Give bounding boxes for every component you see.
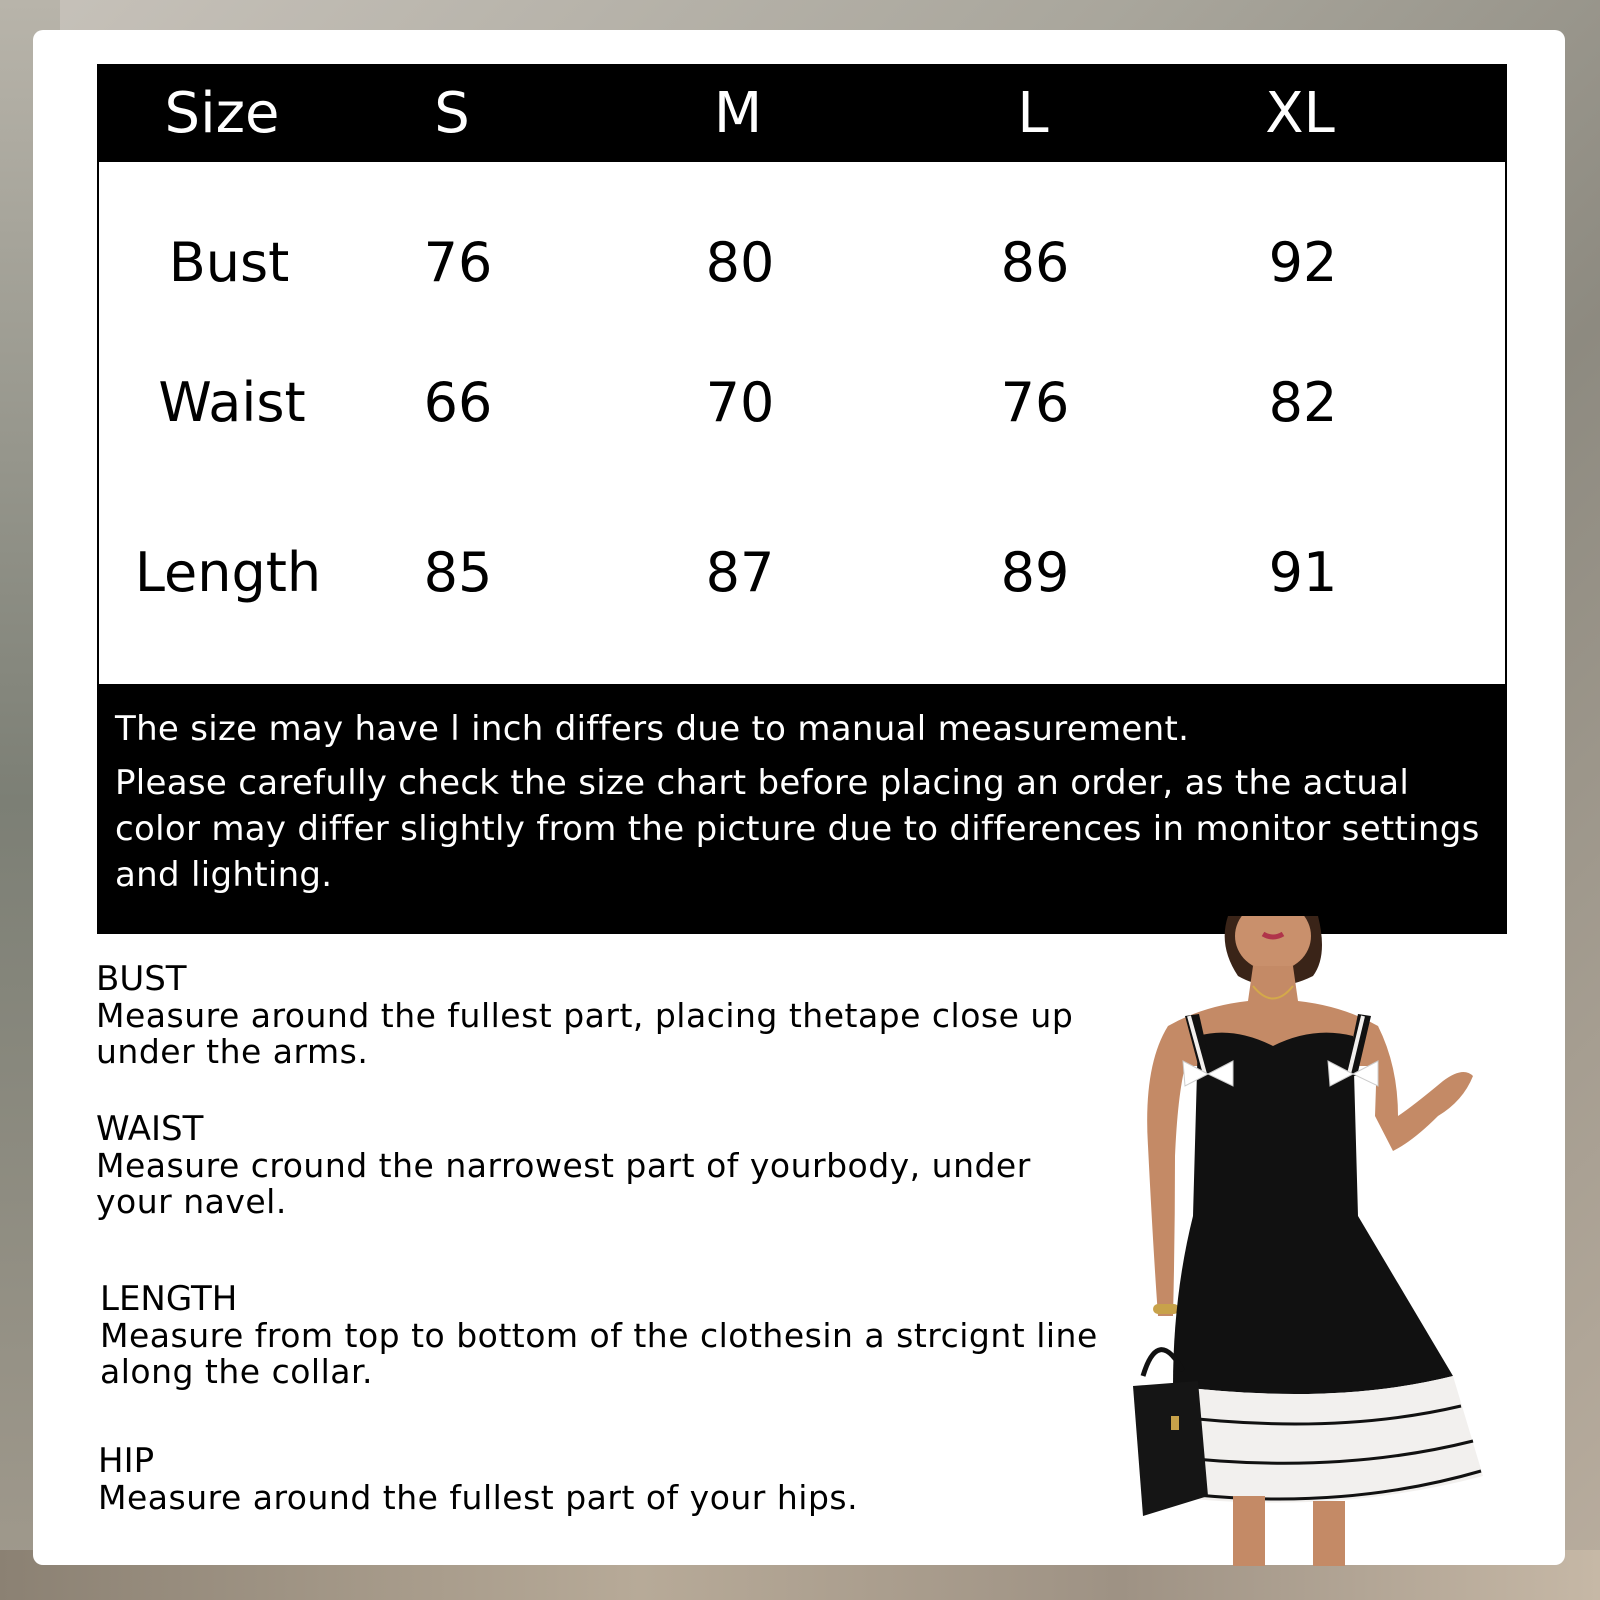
note-line: Please carefully check the size chart before placing an order, as the actual [115,763,1410,803]
definition-title: HIP [98,1441,155,1481]
definition-text: your navel. [96,1182,287,1221]
table-cell: 86 [1000,231,1070,294]
measurement-note [97,684,1507,934]
note-line: and lighting. [115,855,333,895]
table-cell: 76 [423,231,493,294]
definition-title: WAIST [96,1109,204,1149]
definition-bust [96,960,1073,1070]
definition-text: Measure cround the narrowest part of yourbody, under [96,1146,1031,1185]
table-cell: 80 [705,231,775,294]
definition-text: along the collar. [100,1352,373,1391]
table-cell: 92 [1268,231,1338,294]
row-label-length: Length [134,541,322,604]
table-cell: 87 [705,541,775,604]
definition-text: under the arms. [96,1032,369,1071]
row-label-waist: Waist [158,371,306,434]
table-cell: 70 [705,371,775,434]
definition-text: Measure around the fullest part of your hips. [98,1478,859,1517]
definition-text: Measure around the fullest part, placing thetape close up [96,996,1074,1035]
size-table-header [97,64,1507,162]
table-cell: 82 [1268,371,1338,434]
header-l: L [1017,81,1049,146]
size-chart-card [33,30,1565,1565]
row-label-bust: Bust [168,231,290,294]
definition-title: BUST [96,959,187,999]
table-cell: 85 [423,541,493,604]
note-line: color may differ slightly from the picture due to differences in monitor settings [115,809,1480,849]
header-size: Size [164,81,280,146]
table-cell: 89 [1000,541,1070,604]
size-table [97,64,1507,934]
header-xl: XL [1265,81,1335,146]
size-table-body [97,162,1507,684]
model-dress-photo [1113,916,1563,1566]
definition-hip [98,1442,858,1516]
table-cell: 76 [1000,371,1070,434]
definition-title: LENGTH [100,1279,238,1319]
table-cell: 91 [1268,541,1338,604]
header-m: M [713,81,763,146]
definition-waist [96,1110,1031,1220]
table-cell: 66 [423,371,493,434]
definition-length [100,1280,1098,1390]
definition-text: Measure from top to bottom of the clothesin a strcignt line [100,1316,1098,1355]
header-s: S [434,81,470,146]
note-line: The size may have l inch differs due to manual measurement. [115,709,1190,749]
